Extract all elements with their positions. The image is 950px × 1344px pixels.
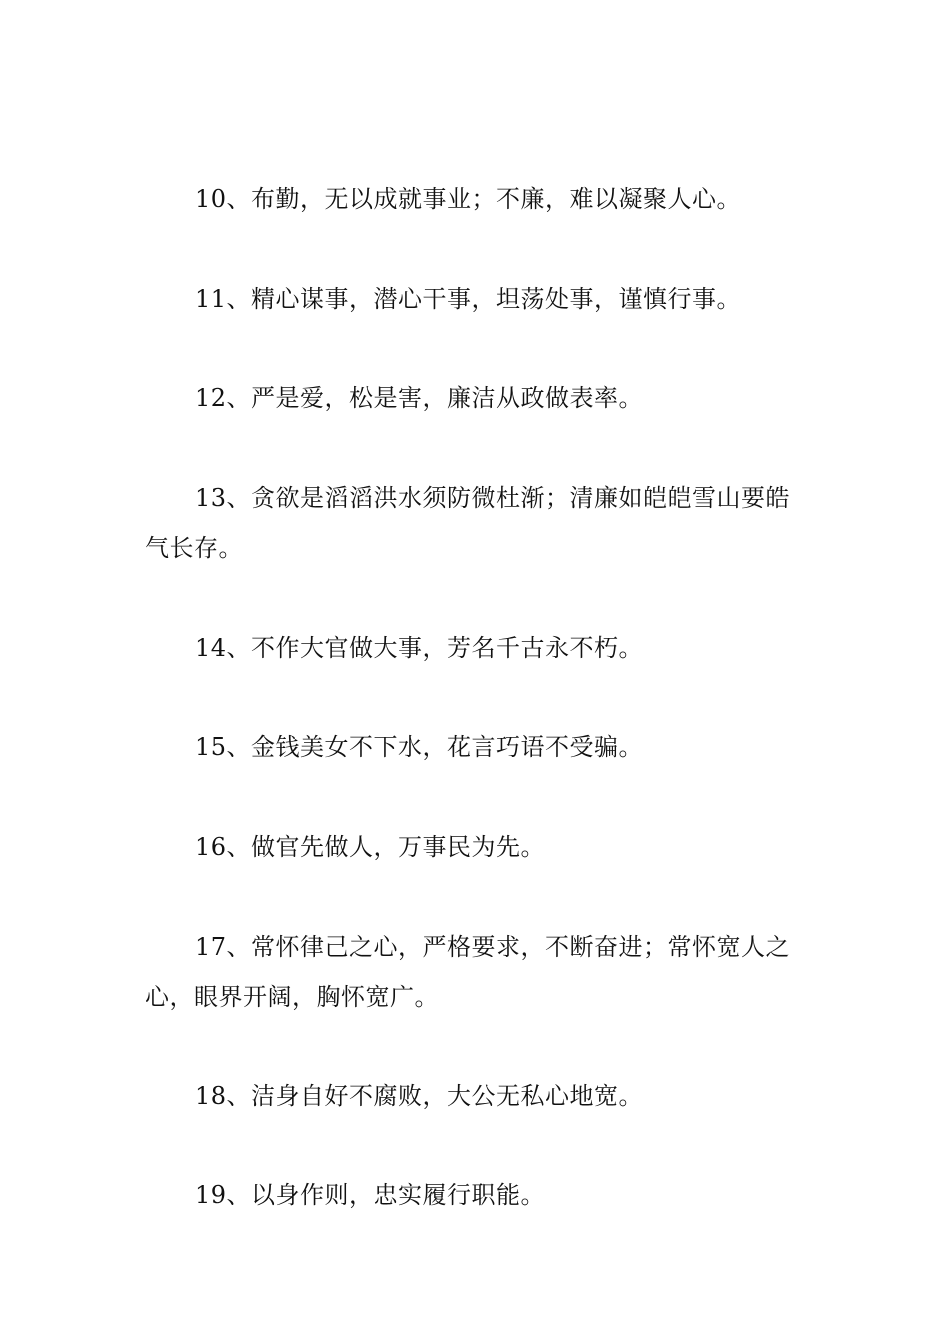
paragraph-item-10: 10、布勤，无以成就事业；不廉，难以凝聚人心。: [195, 185, 742, 213]
paragraph-item-13: 13、贪欲是滔滔洪水须防微杜渐；清廉如皑皑雪山要皓气长存。: [145, 484, 791, 562]
paragraph-item-12: 12、严是爱，松是害，廉洁从政做表率。: [195, 384, 644, 412]
paragraph-item-17: 17、常怀律己之心，严格要求，不断奋进；常怀宽人之心，眼界开阔，胸怀宽广。: [145, 933, 791, 1011]
paragraph-item-16: 16、做官先做人，万事民为先。: [195, 833, 546, 861]
paragraph-item-11: 11、精心谋事，潜心干事，坦荡处事，谨慎行事。: [195, 285, 742, 313]
paragraph-item-19: 19、以身作则，忠实履行职能。: [195, 1181, 546, 1209]
paragraph-item-15: 15、金钱美女不下水，花言巧语不受骗。: [195, 733, 644, 761]
paragraph-item-14: 14、不作大官做大事，芳名千古永不朽。: [195, 634, 644, 662]
paragraph-item-18: 18、洁身自好不腐败，大公无私心地宽。: [195, 1082, 644, 1110]
